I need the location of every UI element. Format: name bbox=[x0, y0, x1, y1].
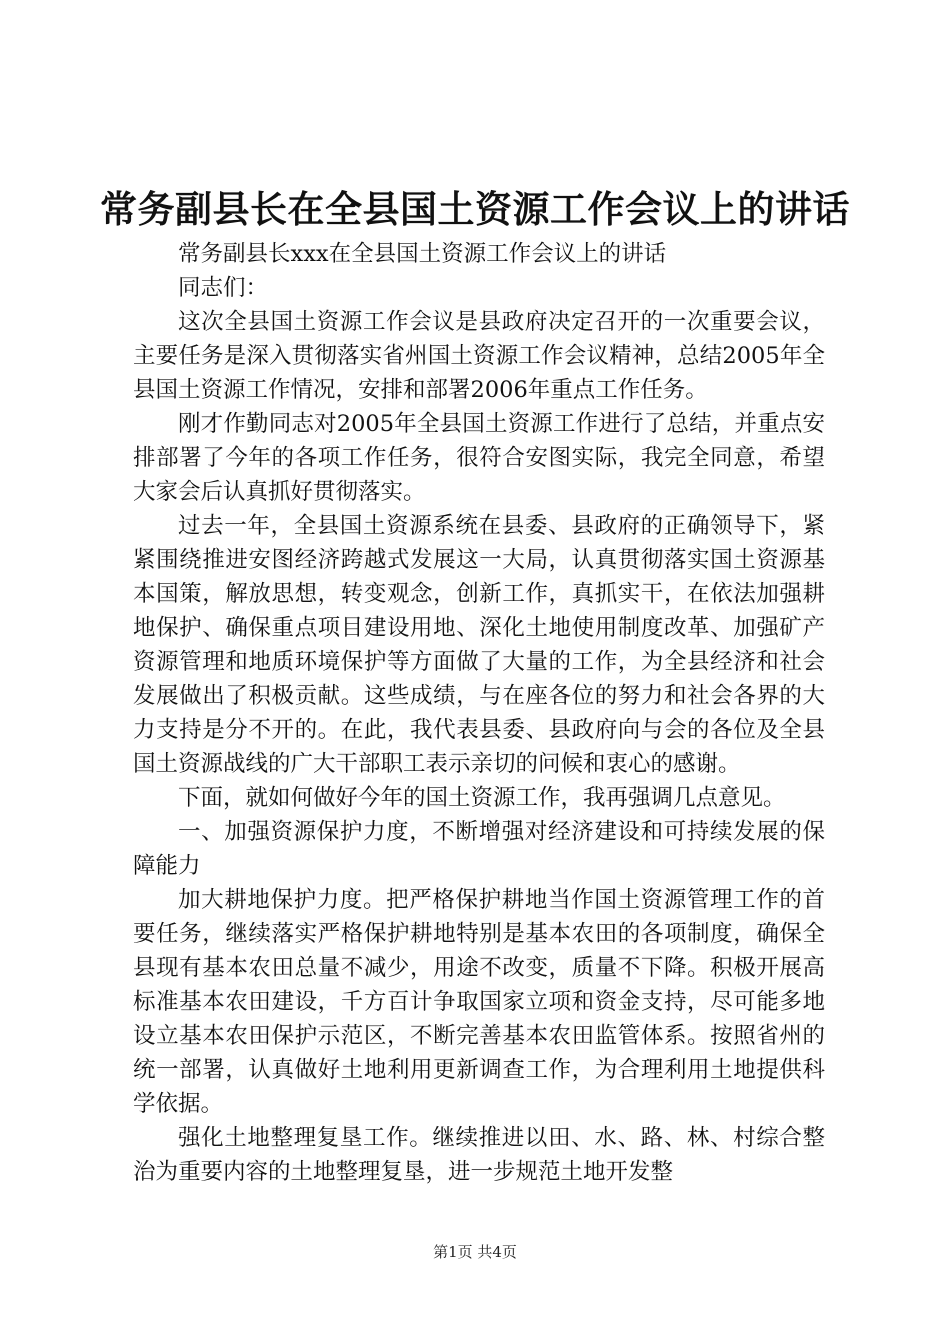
section-heading: 一、加强资源保护力度，不断增强对经济建设和可持续发展的保障能力 bbox=[133, 819, 825, 879]
paragraph: 强化土地整理复垦工作。继续推进以田、水、路、林、村综合整治为重要内容的土地整理复垦，进一步规范土地开发整 bbox=[133, 1125, 825, 1185]
subtitle-line: 常务副县长xxx在全县国土资源工作会议上的讲话 bbox=[178, 241, 667, 267]
paragraph: 这次全县国土资源工作会议是县政府决定召开的一次重要会议，主要任务是深入贯彻落实省州国土资源工作会议精神，总结2005年全县国土资源工作情况，安排和部署2006年重点工作任务。 bbox=[133, 309, 825, 403]
paragraph: 刚才作勤同志对2005年全县国土资源工作进行了总结，并重点安排部署了今年的各项工作任务，很符合安图实际，我完全同意，希望大家会后认真抓好贯彻落实。 bbox=[133, 411, 825, 505]
salutation: 同志们： bbox=[178, 275, 269, 301]
document-title: 常务副县长在全县国土资源工作会议上的讲话 bbox=[100, 187, 850, 231]
paragraph: 过去一年，全县国土资源系统在县委、县政府的正确领导下，紧紧围绕推进安图经济跨越式发展这一大局，认真贯彻落实国土资源基本国策，解放思想，转变观念，创新工作，真抓实干，在依法加强耕地保护、确保重点项目建设用地、深化土地使用制度改革、加强矿产资源管理和地质环境保护等方面做了大量的工作，为全县经济和社会发展做出了积极贡献。这些成绩，与在座各位的努力和社会各界的大力支持是分不开的。在此，我代表县委、县政府向与会的各位及全县国土资源战线的广大干部职工表示亲切的问候和衷心的感谢。 bbox=[133, 513, 825, 777]
page-number-footer: 第1页 共4页 bbox=[433, 1243, 517, 1261]
document-body bbox=[133, 237, 825, 1189]
paragraph: 加大耕地保护力度。把严格保护耕地当作国土资源管理工作的首要任务，继续落实严格保护耕地特别是基本农田的各项制度，确保全县现有基本农田总量不减少，用途不改变，质量不下降。积极开展高标准基本农田建设，千方百计争取国家立项和资金支持，尽可能多地设立基本农田保护示范区，不断完善基本农田监管体系。按照省州的统一部署，认真做好土地利用更新调查工作，为合理利用土地提供科学依据。 bbox=[133, 887, 825, 1117]
paragraph: 下面，就如何做好今年的国土资源工作，我再强调几点意见。 bbox=[178, 785, 786, 811]
